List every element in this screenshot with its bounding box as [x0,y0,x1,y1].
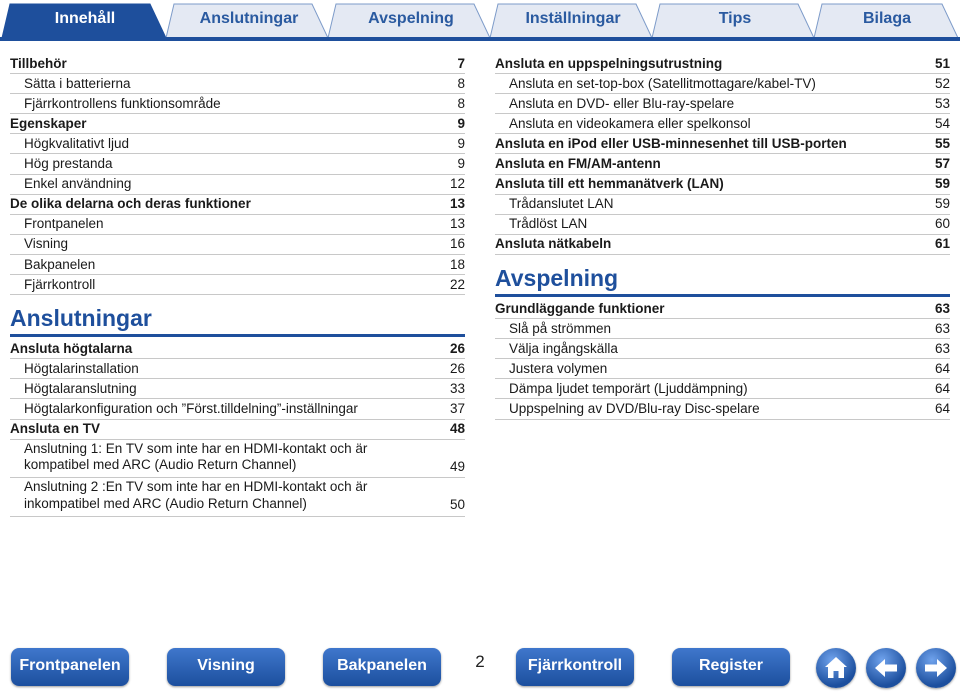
toc-entry-page[interactable]: 37 [449,401,465,416]
toc-entry-title[interactable]: Ansluta en videokamera eller spelkonsol [509,115,751,131]
tab-innehall[interactable]: Innehåll [54,10,116,27]
section-avspelning [495,255,950,299]
toc-right-column [495,54,950,420]
toc-entry-page[interactable]: 26 [449,340,465,356]
tab-avspelning[interactable]: Avspelning [368,10,454,27]
section-anslutningar [10,295,465,339]
home-icon [816,648,856,688]
toc-entry[interactable] [10,399,465,419]
toc-entry-title[interactable]: Trådanslutet LAN [509,196,614,212]
toc-entry[interactable] [10,478,465,517]
toc-entry-title[interactable]: Högtalarinstallation [24,360,139,376]
section-heading[interactable]: Avspelning [495,264,619,291]
toc-entry-title[interactable]: Hög prestanda [24,156,113,172]
toc-entry-page[interactable]: 64 [934,401,950,416]
toc-left-column [10,54,465,517]
toc-entry-title[interactable]: Visning [24,236,69,252]
nav-fjarrkontroll-button[interactable]: Fjärrkontroll [516,648,634,686]
toc-entry-page[interactable]: 60 [934,216,950,232]
toc-left-group-2 [10,339,465,517]
top-tab-bar [0,0,960,42]
toc-entry[interactable] [10,275,465,295]
toc-entry-page[interactable]: 49 [449,458,465,474]
tab-anslutningar[interactable]: Anslutningar [199,10,299,27]
toc-entry-title[interactable]: Sätta i batterierna [24,75,131,91]
toc-entry-page[interactable]: 63 [934,340,950,356]
toc-entry-page[interactable]: 9 [457,156,465,172]
toc-entry-page[interactable]: 53 [934,95,950,111]
toc-entry-page[interactable]: 9 [457,115,465,131]
toc-entry-page[interactable]: 63 [934,320,950,336]
toc-entry[interactable] [10,175,465,195]
toc-entry-page[interactable]: 64 [934,380,950,396]
toc-entry-page[interactable]: 59 [934,196,950,212]
toc-entry[interactable] [10,379,465,399]
toc-entry-page[interactable]: 48 [449,421,465,437]
tab-bilaga[interactable]: Bilaga [862,10,911,27]
toc-entry[interactable] [10,74,465,94]
toc-entry-page[interactable]: 59 [934,176,950,192]
toc-entry-title[interactable]: Fjärrkontrollens funktionsområde [24,95,221,111]
tab-installningar[interactable]: Inställningar [525,10,621,27]
toc-entry-title[interactable]: Dämpa ljudet temporärt (Ljuddämpning) [509,380,748,396]
tab-underline [0,37,960,41]
toc-entry-title[interactable]: Frontpanelen [24,216,104,232]
back-button[interactable] [866,648,906,688]
section-divider [10,334,465,337]
toc-entry[interactable] [495,54,950,74]
toc-entry-title[interactable]: Grundläggande funktioner [495,300,665,316]
toc-entry-page[interactable]: 52 [934,75,950,91]
toc-entry-page[interactable]: 63 [934,300,950,316]
toc-entry[interactable] [495,299,950,319]
toc-entry-page[interactable]: 50 [449,497,465,513]
toc-entry-title[interactable]: Högtalaranslutning [24,380,137,396]
toc-entry-page[interactable]: 22 [449,276,465,292]
toc-entry-title[interactable]: Ansluta en set-top-box (Satellitmottagare/kabel-TV) [509,75,816,91]
nav-visning-button[interactable]: Visning [167,648,285,686]
toc-right-group-1 [495,54,950,255]
toc-entry-page[interactable]: 13 [449,216,465,232]
toc-entry[interactable] [10,255,465,275]
toc-entry-page[interactable]: 8 [457,95,465,111]
toc-entry-title[interactable]: Trådlöst LAN [509,216,588,232]
forward-button[interactable] [916,648,956,688]
nav-bakpanelen-button[interactable]: Bakpanelen [323,648,441,686]
toc-right-group-2 [495,299,950,420]
toc-entry-page[interactable]: 51 [934,55,950,71]
toc-entry-page[interactable]: 16 [449,236,465,252]
toc-entry-page[interactable]: 12 [449,176,465,192]
toc-entry[interactable] [495,399,950,419]
toc-entry[interactable] [10,420,465,440]
nav-register-button[interactable]: Register [672,648,790,686]
back-arrow-icon [866,648,906,688]
toc-entry-title[interactable]: Fjärrkontroll [24,276,96,292]
toc-entry[interactable] [10,235,465,255]
toc-left-group-1 [10,54,465,295]
toc-entry[interactable] [10,154,465,174]
toc-entry-title[interactable]: Välja ingångskälla [509,340,618,356]
toc-entry[interactable] [495,154,950,174]
toc-entry-title[interactable]: Ansluta till ett hemmanätverk (LAN) [495,176,724,192]
page-number: 2 [475,652,485,671]
toc-entry[interactable] [10,339,465,359]
toc-entry-title[interactable]: Ansluta en FM/AM-antenn [495,156,661,172]
toc-entry[interactable] [10,134,465,154]
toc-entry[interactable] [495,339,950,359]
toc-entry-title[interactable]: Anslutning 2 :En TV som inte har en HDMI-kontakt och är inkompatibel med ARC (Audio Return Channel) [24,479,368,511]
toc-entry-title[interactable]: Egenskaper [10,115,87,131]
toc-entry-title[interactable]: Ansluta högtalarna [10,340,133,356]
toc-entry-page[interactable]: 26 [449,360,465,376]
toc-entry[interactable] [495,235,950,255]
toc-entry-title[interactable]: Ansluta en DVD- eller Blu-ray-spelare [509,95,735,111]
forward-arrow-icon [916,648,956,688]
toc-entry[interactable] [495,379,950,399]
toc-entry[interactable] [495,134,950,154]
home-button[interactable] [816,648,856,688]
toc-entry[interactable] [495,195,950,215]
toc-entry-page[interactable]: 9 [457,135,465,151]
toc-entry[interactable] [495,175,950,195]
toc-entry-title[interactable]: De olika delarna och deras funktioner [10,196,251,212]
toc-entry-page[interactable]: 64 [934,360,950,376]
toc-entry-page[interactable]: 7 [457,55,465,71]
toc-entry-title[interactable]: Ansluta en iPod eller USB-minnesenhet till USB-porten [495,135,847,151]
toc-entry-title[interactable]: Ansluta en TV [10,421,101,437]
toc-entry-title[interactable]: Högkvalitativt ljud [24,135,130,151]
toc-entry[interactable] [10,114,465,134]
toc-entry[interactable] [495,359,950,379]
toc-entry[interactable] [495,94,950,114]
toc-entry[interactable] [10,359,465,379]
toc-entry-page[interactable]: 13 [449,196,465,212]
toc-entry-title[interactable]: Högtalarkonfiguration och ”Först.tilldelning”-inställningar [24,401,358,416]
toc-entry-page[interactable]: 18 [449,256,465,272]
toc-entry[interactable] [10,54,465,74]
toc-entry[interactable] [495,319,950,339]
toc-entry-title[interactable]: Justera volymen [509,360,608,376]
toc-entry-page[interactable]: 54 [934,115,950,131]
toc-entry[interactable] [10,195,465,215]
toc-entry-title[interactable]: Enkel användning [24,176,132,192]
tab-tips[interactable]: Tips [718,10,752,27]
toc-entry-title[interactable]: Ansluta en uppspelningsutrustning [495,55,723,71]
toc-entry-title[interactable]: Tillbehör [10,55,67,71]
toc-entry-page[interactable]: 55 [934,135,950,151]
nav-frontpanelen-button[interactable]: Frontpanelen [11,648,129,686]
toc-entry-title[interactable]: Bakpanelen [24,256,96,272]
toc-entry[interactable] [495,74,950,94]
toc-entry[interactable] [10,440,465,479]
toc-entry-page[interactable]: 33 [449,380,465,396]
toc-entry-page[interactable]: 57 [934,156,950,172]
toc-entry-title[interactable]: Anslutning 1: En TV som inte har en HDMI-kontakt och är kompatibel med ARC (Audio Return Channel) [24,440,368,473]
toc-entry-title[interactable]: Uppspelning av DVD/Blu-ray Disc-spelare [509,401,760,416]
toc-entry-page[interactable]: 61 [934,236,950,252]
toc-entry-title[interactable]: Ansluta nätkabeln [495,236,612,252]
section-heading[interactable]: Anslutningar [10,305,152,332]
toc-entry[interactable] [495,114,950,134]
toc-entry-title[interactable]: Slå på strömmen [509,320,612,336]
section-divider [495,294,950,297]
toc-entry[interactable] [495,215,950,235]
toc-entry[interactable] [10,215,465,235]
toc-entry-page[interactable]: 8 [457,75,465,91]
toc-entry[interactable] [10,94,465,114]
